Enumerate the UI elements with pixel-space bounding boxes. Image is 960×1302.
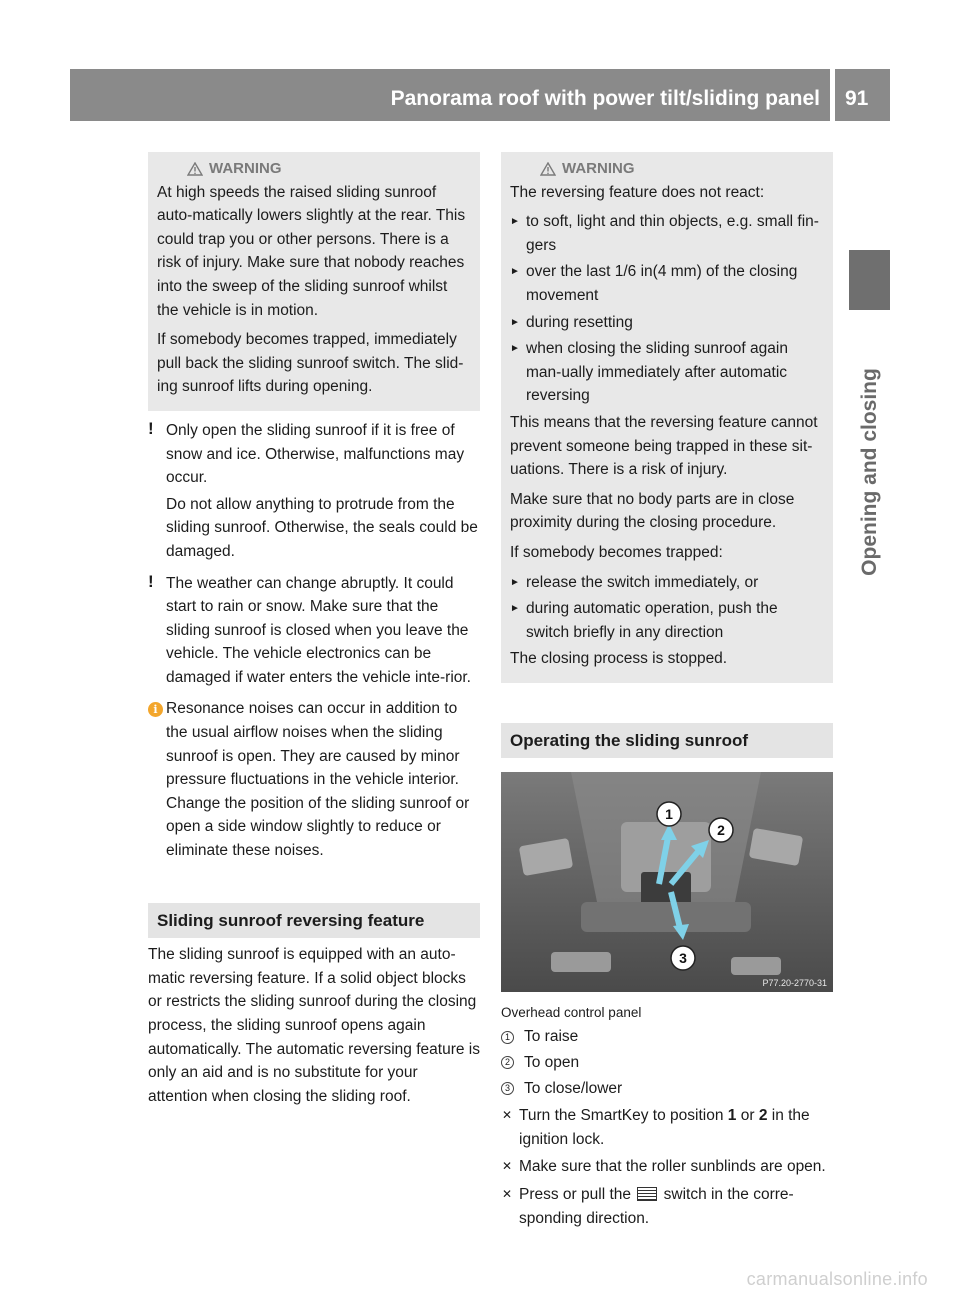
step-key: 1: [727, 1107, 737, 1125]
warning-paragraph: The closing process is stopped.: [510, 650, 728, 668]
note-text: Do not allow anything to protrude from the sliding sunroof. Otherwise, the seals could be damaged.: [166, 495, 478, 560]
footer-watermark: carmanualsonline.info: [746, 1269, 928, 1290]
list-item: ► during resetting: [510, 311, 824, 335]
exclamation-icon: !: [148, 418, 154, 438]
page-number: 91: [845, 87, 869, 110]
warning-paragraph: Make sure that no body parts are in close proximity during the closing procedure.: [510, 490, 795, 532]
note-text: The weather can change abruptly. It could start to rain or snow. Make sure that the sliding sunroof is closed when you leave the vehicle. The vehicle electronics can be damaged if water enters the vehicle inte-rior.: [166, 574, 471, 686]
legend-number: 1: [501, 1031, 514, 1044]
legend-item: [501, 1077, 833, 1101]
page-number-box: [835, 69, 890, 121]
list-item: ► when closing the sliding sunroof again man-ually immediately after automatic reversing: [510, 337, 824, 408]
page-header: [70, 69, 830, 121]
instruction-step: [501, 1183, 833, 1230]
warning-paragraph: The reversing feature does not react:: [510, 183, 765, 201]
warning-title: [157, 157, 471, 181]
legend-text: To open: [524, 1054, 580, 1072]
legend-text: To close/lower: [524, 1079, 623, 1097]
figure-legend: [501, 1025, 833, 1100]
chapter-label-text: Opening and closing: [858, 368, 881, 576]
warning-triangle-icon: [540, 162, 556, 176]
legend-number: 2: [501, 1056, 514, 1069]
step-arrow-icon: ✕: [502, 1187, 513, 1202]
figure-marker-3: 3: [679, 950, 687, 967]
info-icon: i: [148, 702, 163, 717]
exclamation-icon: !: [148, 571, 154, 591]
step-text: in the ignition lock.: [519, 1107, 810, 1148]
step-text: or: [736, 1107, 759, 1125]
figure-caption: Overhead control panel: [501, 1005, 642, 1021]
overhead-panel-figure: [501, 772, 833, 992]
step-arrow-icon: ✕: [502, 1159, 513, 1174]
note-text: Resonance noises can occur in addition to the usual airflow noises when the sliding sunroof is open. They are caused by minor pressure fluctuations in the vehicle interior. Change the position of the sliding sunroof or open a side window slightly to reduce or eliminate these noises.: [166, 700, 470, 860]
section-heading: Operating the sliding sunroof: [501, 723, 833, 759]
list-item: ► over the last 1/6 in(4 mm) of the closing movement: [510, 260, 824, 307]
warning-title: [510, 157, 824, 181]
note-text: Only open the sliding sunroof if it is free of snow and ice. Otherwise, malfunctions may occur.: [166, 421, 465, 487]
switch-symbol-icon: [637, 1187, 657, 1201]
warning-list: [510, 571, 824, 645]
right-column: [501, 152, 833, 1234]
info-note: [148, 697, 480, 862]
left-column: [148, 152, 480, 1108]
step-text: Turn the SmartKey to position: [519, 1107, 728, 1125]
legend-text: To raise: [524, 1028, 579, 1046]
warning-box: [501, 152, 833, 683]
warning-box: [148, 152, 480, 411]
legend-item: [501, 1025, 833, 1049]
step-key: 2: [758, 1107, 768, 1125]
figure-marker-1: 1: [665, 806, 673, 823]
warning-paragraph: If somebody becomes trapped:: [510, 543, 723, 561]
instruction-steps: [501, 1104, 833, 1230]
list-item: ► release the switch immediately, or: [510, 571, 824, 595]
figure-code: P77.20-2770-31: [762, 978, 827, 989]
chapter-tab-marker: [849, 250, 890, 310]
warning-title-text: WARNING: [562, 160, 635, 177]
overhead-panel-illustration: [501, 772, 833, 992]
page-title: Panorama roof with power tilt/sliding panel: [390, 87, 820, 110]
instruction-step: [501, 1104, 833, 1151]
legend-item: [501, 1051, 833, 1075]
figure-marker-2: 2: [717, 822, 725, 839]
section-body: The sliding sunroof is equipped with an auto-matic reversing feature. If a solid object blocks or restricts the sliding sunroof during the closing process, the sliding sunroof opens again automatically. The automatic reversing feature is only an aid and is no substitute for your attention when closing the sliding roof.: [148, 946, 480, 1105]
step-text: Make sure that the roller sunblinds are open.: [519, 1158, 826, 1176]
caution-note: [148, 572, 480, 690]
step-text: switch in the corre-sponding direction.: [519, 1186, 794, 1227]
legend-number: 3: [501, 1082, 514, 1095]
list-item: ► to soft, light and thin objects, e.g. small fin-gers: [510, 210, 824, 257]
warning-paragraph: If somebody becomes trapped, immediately pull back the sliding sunroof switch. The slid-ing sunroof lifts during opening.: [157, 331, 464, 396]
warning-paragraph: This means that the reversing feature cannot prevent someone being trapped in these sit-uations. There is a risk of injury.: [510, 413, 818, 479]
list-item: ► during automatic operation, push the switch briefly in any direction: [510, 597, 824, 644]
warning-triangle-icon: [187, 162, 203, 176]
warning-title-text: WARNING: [209, 160, 282, 177]
step-text: Press or pull the: [519, 1186, 636, 1204]
section-heading: Sliding sunroof reversing feature: [148, 903, 480, 939]
chapter-label: [858, 368, 881, 576]
warning-list: [510, 210, 824, 408]
caution-note: [148, 419, 480, 564]
warning-paragraph: At high speeds the raised sliding sunroof auto-matically lowers slightly at the rear. This could trap you or other persons. There is a risk of injury. Make sure that nobody reaches into the sweep of the sliding sunroof whilst the vehicle is in motion.: [157, 183, 466, 319]
instruction-step: [501, 1155, 833, 1179]
step-arrow-icon: ✕: [502, 1108, 513, 1123]
